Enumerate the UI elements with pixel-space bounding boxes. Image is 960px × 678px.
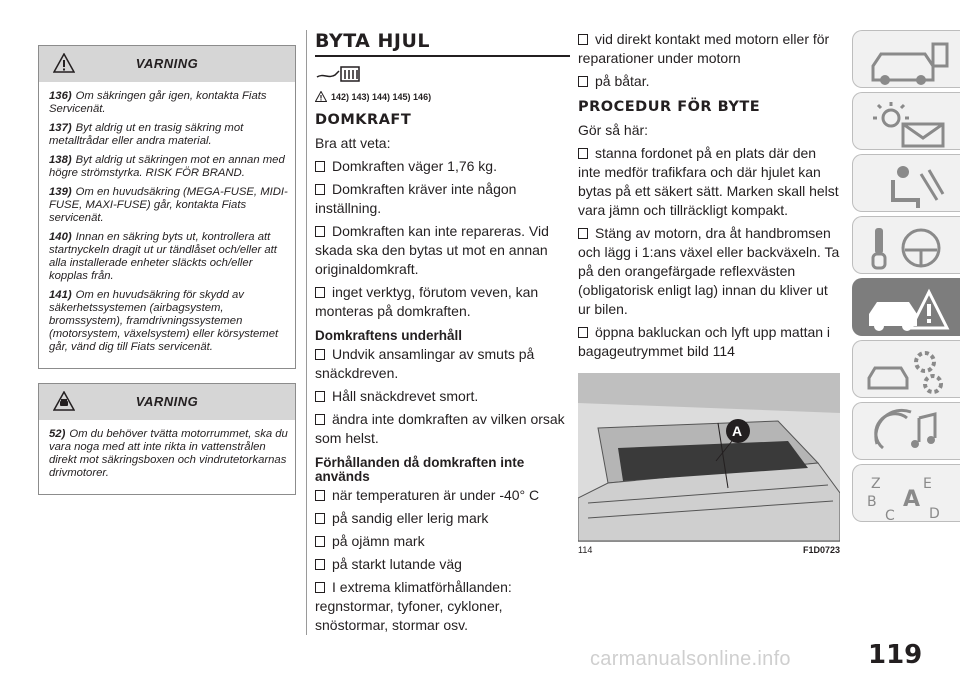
checkbox-bullet-icon (315, 391, 325, 402)
list-item-text: på sandig eller lerig mark (332, 510, 489, 526)
warning-item-text: Byt aldrig ut säkringen mot en annan med högre strömstyrka. RISK FÖR BRAND. (49, 154, 285, 179)
page-title: BYTA HJUL (315, 30, 570, 57)
middle-column (315, 30, 570, 639)
svg-text:C: C (885, 508, 895, 520)
chapter-tab[interactable] (852, 278, 960, 336)
maintenance-list (315, 345, 570, 448)
column-divider (306, 30, 307, 635)
checkbox-bullet-icon (315, 513, 325, 524)
maintenance-title: Domkraftens underhåll (315, 328, 463, 343)
list-item (315, 509, 570, 528)
warning-item-number: 139) (49, 186, 72, 198)
list-item-text: Håll snäckdrevet smort. (332, 388, 479, 404)
list-item (315, 387, 570, 406)
car-dashboard-icon (863, 36, 951, 86)
chapter-sidebar (852, 30, 960, 526)
warning-item (49, 90, 289, 116)
figure-number: 114 (578, 545, 593, 555)
conditions-title: Förhållanden då domkraften inte används (315, 455, 525, 484)
checkbox-bullet-icon (315, 349, 325, 360)
warning-refs: 142) 143) 144) 145) 146) (315, 91, 570, 102)
car-breakdown-icon (863, 284, 951, 334)
list-item (315, 555, 570, 574)
warning-body (39, 82, 295, 368)
checkbox-bullet-icon (315, 287, 325, 298)
list-item (578, 224, 840, 319)
warning-triangle-icon (315, 91, 327, 102)
key-steering-wheel-icon (863, 222, 951, 272)
list-item (578, 323, 840, 361)
warning-item-number: 140) (49, 231, 72, 243)
warning-item-text: Om du behöver tvätta motorrummet, ska du vara noga med att inte rikta in vattenstrålen direkt mot säkringsboxen och vindrutetorkarnas drivmotorer. (49, 428, 288, 479)
chapter-tab[interactable] (852, 154, 960, 212)
warning-item (49, 428, 289, 480)
list-item-text: på båtar. (595, 73, 650, 89)
svg-text:B: B (867, 494, 877, 510)
warning-light-envelope-icon (863, 98, 951, 148)
checkbox-bullet-icon (315, 536, 325, 547)
watermark: carmanualsonline.info (590, 648, 791, 670)
chapter-tab[interactable] (852, 340, 960, 398)
figure-callout-label: A (732, 423, 743, 439)
checkbox-bullet-icon (315, 582, 325, 593)
intro-text: Bra att veta: (315, 135, 391, 151)
list-item (315, 532, 570, 551)
warning-header (39, 46, 295, 82)
car-gears-icon (863, 346, 951, 396)
chapter-tab[interactable] (852, 402, 960, 460)
chapter-tab[interactable] (852, 216, 960, 274)
list-item (315, 180, 570, 218)
warning-item (49, 122, 289, 148)
list-item (315, 410, 570, 448)
warning-item-text: Om säkringen går igen, kontakta Fiats Servicenät. (49, 90, 267, 115)
list-item-text: inget verktyg, förutom veven, kan monteras på domkraften. (315, 284, 539, 319)
figure-caption (578, 545, 840, 555)
jack-facts-list (315, 157, 570, 321)
warning-item-text: Om en huvudsäkring för skydd av säkerhetssystemen (airbagsystem, bromssystem), framdrivningssystemen (motorsystem, växelsystem) eller körsystemet går, vänd dig till Fiats servicenät. (49, 289, 279, 353)
list-item-text: Domkraften kan inte repareras. Vid skada ska den bytas ut mot en annan originaldomkraft. (315, 223, 549, 277)
warning-item-text: Innan en säkring byts ut, kontrollera att startnyckeln dragit ut ur tändlåset och/eller att alla installerade enheter släckts och/eller kopplas från. (49, 231, 277, 282)
procedure-title: PROCEDUR FÖR BYTE (578, 99, 761, 115)
svg-text:E: E (923, 476, 932, 492)
chapter-tab[interactable] (852, 464, 960, 522)
list-item-text: Domkraften kräver inte någon inställning. (315, 181, 517, 216)
section-title-jack: DOMKRAFT (315, 112, 412, 128)
warning-item-text: Om en huvudsäkring (MEGA-FUSE, MIDI-FUSE, MAXI-FUSE) går, kontakta Fiats servicenät. (49, 186, 288, 224)
trunk-illustration (578, 373, 840, 541)
checkbox-bullet-icon (315, 161, 325, 172)
list-item-text: Stäng av motorn, dra åt handbromsen och lägg i 1:ans växel eller backväxeln. Ta på den orangefärgade reflexvästen (obligatorisk enligt lag) innan du kliver ut ur bilen. (578, 225, 840, 317)
figure-code: F1D0723 (802, 545, 840, 555)
left-column (38, 45, 296, 509)
figure-trunk (578, 373, 840, 542)
checkbox-bullet-icon (315, 559, 325, 570)
list-item-text: ändra inte domkraften av vilken orsak som helst. (315, 411, 565, 446)
list-item-text: Domkraften väger 1,76 kg. (332, 158, 497, 174)
procedure-intro: Gör så här: (578, 122, 649, 138)
list-item (578, 30, 840, 68)
top-items-list (578, 30, 840, 91)
warning-header (39, 384, 295, 420)
checkbox-bullet-icon (315, 490, 325, 501)
checkbox-bullet-icon (578, 228, 588, 239)
list-item-text: när temperaturen är under -40° C (332, 487, 540, 503)
list-item (578, 72, 840, 91)
warning-item-number: 137) (49, 122, 72, 134)
list-item (315, 486, 570, 505)
list-item-text: stanna fordonet på en plats där den inte medför trafikfara och där hjulet kan bytas på ett säkert sätt. Marken skall helst vara jämn och tillräckligt kompakt. (578, 145, 839, 218)
list-item (315, 222, 570, 279)
svg-text:D: D (929, 506, 940, 520)
warning-item-number: 141) (49, 289, 72, 301)
warning-item (49, 186, 289, 225)
list-item-text: I extrema klimatförhållanden: regnstormar, tyfoner, cykloner, snöstormar, stormar osv. (315, 579, 512, 633)
warning-title: VARNING (135, 56, 199, 71)
music-phone-icon (863, 408, 951, 458)
warning-item-number: 136) (49, 90, 72, 102)
warning-box-fuses (38, 45, 296, 369)
warning-title: VARNING (135, 394, 199, 409)
checkbox-bullet-icon (315, 184, 325, 195)
list-item-text: vid direkt kontakt med motorn eller för reparationer under motorn (578, 31, 830, 66)
list-item-text: på starkt lutande väg (332, 556, 462, 572)
right-column (578, 30, 840, 555)
warning-box-engine-wash (38, 383, 296, 495)
list-item (315, 157, 570, 176)
checkbox-bullet-icon (578, 76, 588, 87)
alphabet-index-icon (863, 470, 951, 520)
list-item-text: Undvik ansamlingar av smuts på snäckdreven. (315, 346, 535, 381)
checkbox-bullet-icon (315, 414, 325, 425)
chapter-tab[interactable] (852, 30, 960, 88)
hand-book-icon (315, 63, 570, 85)
checkbox-bullet-icon (578, 327, 588, 338)
warning-body (39, 420, 295, 494)
chapter-tab[interactable] (852, 92, 960, 150)
warning-item-number: 52) (49, 428, 66, 440)
list-item-text: på ojämn mark (332, 533, 425, 549)
list-item (315, 283, 570, 321)
conditions-list (315, 486, 570, 635)
list-item (315, 345, 570, 383)
warning-item (49, 231, 289, 283)
checkbox-bullet-icon (578, 148, 588, 159)
procedure-steps-list (578, 144, 840, 361)
checkbox-bullet-icon (578, 34, 588, 45)
warning-item (49, 154, 289, 180)
svg-text:A: A (903, 487, 921, 512)
warning-item-number: 138) (49, 154, 72, 166)
warning-item (49, 289, 289, 354)
svg-text:Z: Z (871, 476, 881, 492)
warning-item-text: Byt aldrig ut en trasig säkring mot metalltrådar eller andra material. (49, 122, 244, 147)
list-item (578, 144, 840, 220)
list-item (315, 578, 570, 635)
list-item-text: öppna bakluckan och lyft upp mattan i bagageutrymmet bild 114 (578, 324, 831, 359)
seat-airbag-icon (863, 160, 951, 210)
page-number: 119 (868, 640, 923, 670)
checkbox-bullet-icon (315, 226, 325, 237)
